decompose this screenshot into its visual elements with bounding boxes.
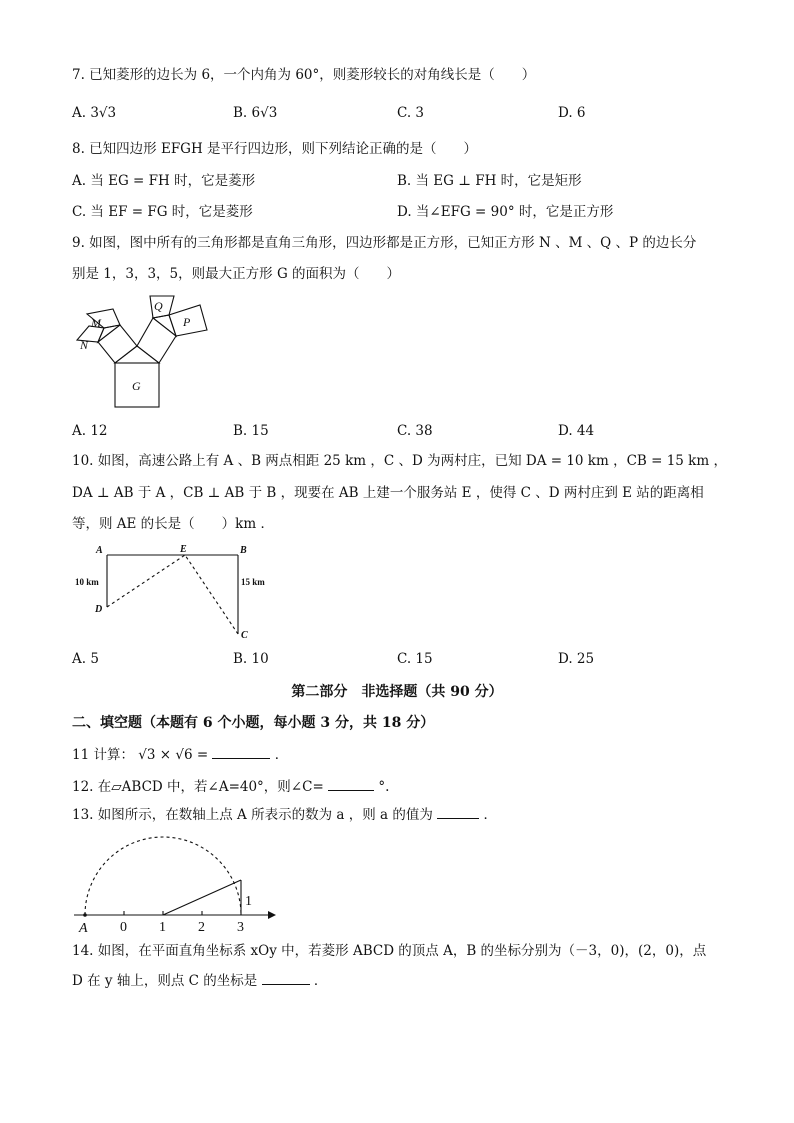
q9-stem-line1: 9. 如图，图中所有的三角形都是直角三角形，四边形都是正方形，已知正方形 N 、M 、Q 、P 的边长分 [72,235,697,251]
label-q: Q [154,299,163,313]
q11-prefix: 11 计算： [72,747,134,763]
q7-option-b: B. 6√3 [233,105,278,121]
label-da-length: 10 km [75,577,99,587]
q10-stem-line2: DA ⊥ AB 于 A ，CB ⊥ AB 于 B ，现要在 AB 上建一个服务站 E ，使得 C 、D 两村庄到 E 站的距离相 [72,485,704,501]
tick-label-3: 3 [237,920,244,935]
label-b: B [240,545,247,556]
q7-option-c: C. 3 [397,105,425,121]
q9-option-b: B. 15 [233,423,269,439]
q11 [72,746,288,764]
q12-text: 12. 在▱ABCD 中，若∠A=40°，则∠C= [72,779,324,795]
q14-line2 [72,972,327,990]
square-right [137,318,176,363]
label-p: P [183,315,191,329]
q12 [72,778,389,796]
q12-answer-blank[interactable] [328,778,374,791]
q10-option-a: A. 5 [72,651,99,667]
q12-suffix: °. [378,779,390,795]
tick-label-2: 2 [198,920,205,935]
segment-ce [185,555,238,634]
q11-expression: √3 × √6 = [138,747,209,763]
q13-number-line-figure [70,835,280,935]
q9-squares-figure [66,288,216,418]
label-g: G [132,379,141,393]
tick-label-0: 0 [120,920,127,935]
hypotenuse [163,880,241,915]
q7-option-d: D. 6 [558,105,586,121]
label-m: M [91,316,101,330]
label-c: C [241,630,248,641]
q7-option-a: A. 3√3 [72,105,117,121]
q8-option-d: D. 当∠EFG = 90° 时，它是正方形 [397,204,614,220]
q9-option-c: C. 38 [397,423,433,439]
label-a: A [96,545,103,556]
dashed-arc [85,837,241,915]
q7-stem: 7. 已知菱形的边长为 6，一个内角为 60°，则菱形较长的对角线长是（ ） [72,67,536,83]
q8-option-a: A. 当 EG = FH 时，它是菱形 [72,173,256,189]
axis-arrow-icon [268,911,276,919]
part-two-title: 第二部分 非选择题（共 90 分） [291,684,503,700]
label-d: D [95,604,103,615]
q14-answer-blank[interactable] [262,972,310,985]
q13-suffix: ． [483,807,497,823]
q8-stem: 8. 已知四边形 EFGH 是平行四边形，则下列结论正确的是（ ） [72,141,478,157]
q10-stem-line1: 10. 如图，高速公路上有 A 、B 两点相距 25 km ，C 、D 为两村庄，已知 DA = 10 km ，CB = 15 km ， [72,453,727,469]
tick-label-1: 1 [159,920,166,935]
q8-option-c: C. 当 EF = FG 时，它是菱形 [72,204,253,220]
q10-option-d: D. 25 [558,651,595,667]
q10-highway-figure [70,540,280,645]
segment-de [107,555,185,607]
q9-option-a: A. 12 [72,423,108,439]
height-label: 1 [245,894,252,909]
q10-stem-line3: 等，则 AE 的长是（ ）km ． [72,516,274,532]
q8-option-b: B. 当 EG ⊥ FH 时，它是矩形 [397,173,582,189]
label-a: A [79,921,88,935]
q14-line1: 14. 如图，在平面直角坐标系 xOy 中，若菱形 ABCD 的顶点 A，B 的坐标分别为（－3，0)，(2，0)，点 [72,943,707,959]
q14-suffix: ． [313,973,328,989]
square-left [98,325,137,363]
label-e: E [180,544,187,555]
q13-answer-blank[interactable] [437,806,479,819]
q10-option-c: C. 15 [397,651,433,667]
q10-option-b: B. 10 [233,651,269,667]
point-a [83,913,87,917]
q13 [72,806,497,824]
label-n: N [80,338,89,352]
q9-stem-line2: 别是 1，3，3，5，则最大正方形 G 的面积为（ ） [72,266,401,282]
q14-text: D 在 y 轴上，则点 C 的坐标是 [72,973,258,989]
label-cb-length: 15 km [241,577,265,587]
q9-option-d: D. 44 [558,423,595,439]
fill-in-heading: 二、填空题（本题有 6 个小题，每小题 3 分，共 18 分） [72,715,435,731]
q11-suffix: ． [274,747,289,763]
triangle-left-g [115,346,159,363]
q11-answer-blank[interactable] [212,746,270,759]
q13-text: 13. 如图所示，在数轴上点 A 所表示的数为 a ，则 a 的值为 [72,807,433,823]
